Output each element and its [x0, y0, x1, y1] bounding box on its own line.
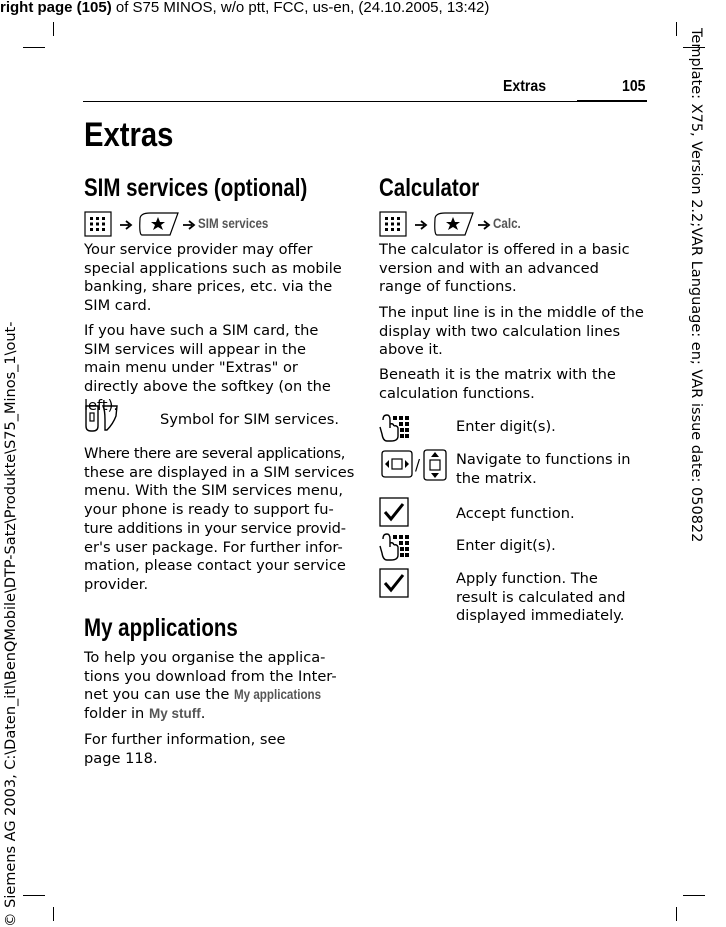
- calc-row-text: Enter digit(s).: [456, 418, 556, 435]
- apps-text-line: [84, 705, 352, 724]
- checkmark-softkey-icon: [379, 497, 409, 527]
- star-softkey-icon: [431, 211, 475, 237]
- sim-text-3-line: mation, please contact your service: [84, 557, 346, 575]
- arrow-right-icon: [120, 219, 134, 231]
- apps-text-line: tions you download from the Inter-: [84, 667, 337, 685]
- apps-folder-pre: folder in: [84, 705, 149, 723]
- running-header-page-number: 105: [622, 78, 646, 95]
- sim-text-3-line: menu. With the SIM services menu,: [84, 482, 343, 500]
- sim-services-menu-item: SIM services: [198, 216, 269, 231]
- my-stuff-menu-item: My stuff: [148, 706, 201, 722]
- sim-text-1: Your service provider may offer special applications such as mobile banking, share prices, etc. via the SIM card.: [84, 241, 342, 315]
- page-title: Extras: [84, 116, 174, 154]
- calc-text-2: The input line is in the middle of the display with two calculation lines above it.: [379, 304, 644, 359]
- menu-grid-icon: [84, 211, 112, 237]
- calculator-heading: Calculator: [379, 174, 480, 202]
- page-meta-line: [0, 0, 489, 16]
- star-softkey-icon: [136, 211, 180, 237]
- nav-separator: /: [415, 456, 421, 474]
- sim-text-3-line: provider.: [84, 575, 149, 593]
- my-applications-menu-item: My applications: [233, 687, 322, 703]
- calc-text-3: Beneath it is the matrix with the calculation functions.: [379, 366, 616, 402]
- sim-services-symbol-icon: [83, 404, 119, 434]
- calc-row-text: Enter digit(s).: [456, 537, 556, 554]
- apps-text-line: To help you organise the applica-: [84, 649, 326, 666]
- apps-folder-post: .: [200, 705, 206, 723]
- meta-rest: of S75 MINOS, w/o ptt, FCC, us-en, (24.10.2005, 13:42): [111, 0, 490, 16]
- sim-symbol-description: Symbol for SIM services.: [160, 411, 340, 428]
- sim-text-3-line: your phone is ready to support fu-: [84, 501, 334, 519]
- arrow-right-icon: [478, 219, 492, 231]
- navigation-up-down-icon: [421, 448, 449, 482]
- crop-mark: [676, 907, 677, 921]
- calc-row-text: Apply function. The result is calculated and displayed immediately.: [456, 570, 626, 625]
- copyright-side-text: © Siemens AG 2003, C:\Daten_itl\BenQMobile\DTP-Satz\Produkte\S75_Minos_1\out-: [3, 321, 19, 927]
- sim-text-2: If you have such a SIM card, the SIM services will appear in the main menu under "Extras" or directly above the softkey (on the left).: [84, 322, 331, 414]
- running-header-section: Extras: [503, 78, 547, 95]
- calc-menu-item: Calc.: [493, 216, 521, 231]
- sim-menu-path: [84, 211, 344, 237]
- sim-paragraph-2: [84, 322, 346, 416]
- crop-mark: [53, 22, 54, 36]
- apps-text-line-start: net you can use the: [84, 686, 234, 704]
- calc-text-1: The calculator is offered in a basic version and with an advanced range of functions.: [379, 241, 630, 296]
- calc-row-text: Navigate to functions in the matrix.: [456, 451, 631, 487]
- crop-mark: [683, 895, 705, 896]
- navigation-left-right-icon: [379, 449, 415, 479]
- keypad-digits-icon: [379, 414, 411, 442]
- sim-paragraph-1: [84, 241, 346, 316]
- crop-mark: [23, 47, 45, 48]
- calc-paragraph-1: [379, 241, 644, 297]
- template-side-text: Template: X75, Version 2.2;VAR Language: en; VAR issue date: 050822: [688, 28, 704, 543]
- crop-mark: [53, 907, 54, 921]
- header-rule: [83, 101, 647, 102]
- calc-row-text: Accept function.: [456, 505, 575, 522]
- calc-paragraph-2: [379, 304, 644, 360]
- crop-mark: [23, 895, 45, 896]
- crop-mark: [676, 22, 677, 36]
- menu-grid-icon: [379, 211, 407, 237]
- header-rule-thick: [577, 100, 647, 102]
- apps-paragraph-1: [84, 649, 352, 724]
- calc-menu-path: [379, 211, 639, 237]
- calc-paragraph-3: [379, 366, 644, 403]
- sim-text-3-line: ture additions in your service provid-: [84, 519, 346, 537]
- sim-text-3-line: Where there are several applications,: [84, 445, 346, 462]
- checkmark-softkey-icon: [379, 568, 409, 598]
- apps-text-line: [84, 686, 352, 705]
- arrow-right-icon: [415, 219, 429, 231]
- my-applications-heading: My applications: [84, 614, 238, 642]
- meta-bold: right page (105): [0, 0, 112, 16]
- apps-page-ref: page 118.: [84, 749, 158, 767]
- arrow-right-icon: [183, 219, 197, 231]
- sim-services-heading: SIM services (optional): [84, 174, 308, 202]
- keypad-digits-icon: [379, 533, 411, 561]
- apps-paragraph-2: [84, 731, 352, 768]
- sim-paragraph-3: [84, 445, 355, 595]
- apps-see-line: For further information, see: [84, 731, 286, 748]
- sim-text-3-line: these are displayed in a SIM services: [84, 463, 355, 481]
- sim-text-3-line: er's user package. For further infor-: [84, 538, 343, 556]
